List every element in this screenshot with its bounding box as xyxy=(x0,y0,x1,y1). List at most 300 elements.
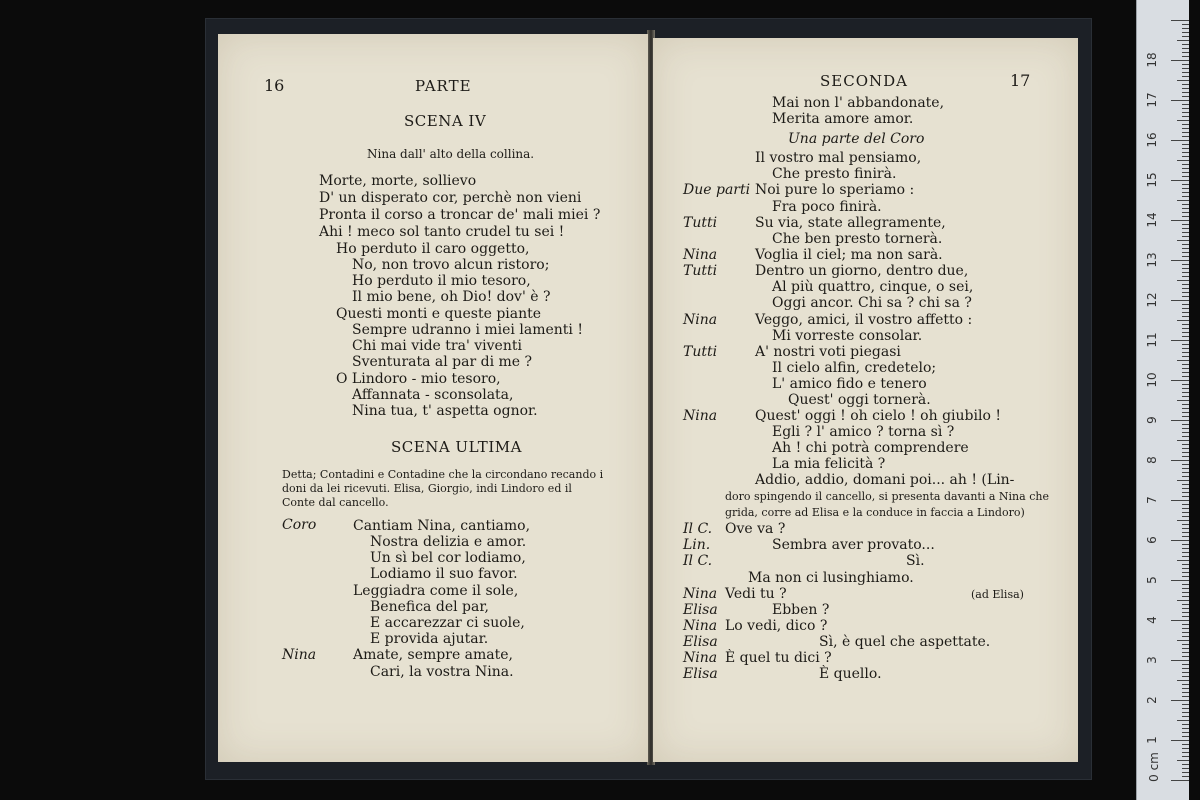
ruler-tick xyxy=(1182,548,1189,549)
ruler-tick xyxy=(1171,340,1189,341)
speaker-label: Nina xyxy=(282,647,317,663)
ruler-tick xyxy=(1171,60,1189,61)
ruler-tick xyxy=(1182,168,1189,169)
ruler-tick xyxy=(1182,252,1189,253)
dialogue-line: Il cielo alfin, credetelo; xyxy=(772,360,937,376)
speaker-label: Nina xyxy=(683,650,718,666)
dialogue-line: Benefica del par, xyxy=(370,599,489,615)
dialogue-line: L' amico fido e tenero xyxy=(772,376,927,392)
verse-line: D' un disperato cor, perchè non vieni xyxy=(319,190,582,206)
ruler-tick xyxy=(1182,268,1189,269)
ruler-tick xyxy=(1182,704,1189,705)
dialogue-line: A' nostri voti piegasi xyxy=(755,344,901,360)
ruler-tick xyxy=(1182,664,1189,665)
ruler-label: 7 xyxy=(1145,496,1159,504)
verse-line: Sventurata al par di me ? xyxy=(352,354,533,370)
ruler-label: 3 xyxy=(1145,656,1159,664)
dialogue-line: Sì, è quel che aspettate. xyxy=(819,634,991,650)
verse-line: No, non trovo alcun ristoro; xyxy=(352,257,550,273)
speaker-label: Nina xyxy=(683,312,718,328)
dialogue-line: Mai non l' abbandonate, xyxy=(772,95,945,111)
ruler-tick xyxy=(1182,232,1189,233)
dialogue-line: Amate, sempre amate, xyxy=(353,647,514,663)
ruler-tick xyxy=(1171,700,1189,701)
ruler-label: 13 xyxy=(1145,252,1159,268)
dialogue-line: Al più quattro, cinque, o sei, xyxy=(772,279,974,295)
ruler-tick xyxy=(1182,764,1189,765)
ruler-tick xyxy=(1182,244,1189,245)
ruler-tick xyxy=(1182,192,1189,193)
ruler-tick xyxy=(1177,320,1189,321)
ruler-tick xyxy=(1182,504,1189,505)
ruler-tick xyxy=(1182,676,1189,677)
ruler-label: 4 xyxy=(1145,616,1159,624)
verse-line: Nina tua, t' aspetta ognor. xyxy=(352,403,538,419)
dialogue-line: È quel tu dici ? xyxy=(725,650,832,666)
ruler-label: 1 xyxy=(1145,736,1159,744)
ruler-tick xyxy=(1182,736,1189,737)
speaker-label: Il C. xyxy=(683,553,713,569)
ruler-tick xyxy=(1182,304,1189,305)
speaker-label: Coro xyxy=(282,517,317,533)
ruler-tick xyxy=(1182,328,1189,329)
ruler-tick xyxy=(1182,92,1189,93)
verse-line: Pronta il corso a troncar de' mali miei ? xyxy=(319,207,601,223)
ruler-tick xyxy=(1182,276,1189,277)
speaker-label: Tutti xyxy=(683,263,718,279)
verse-line: Morte, morte, sollievo xyxy=(319,173,477,189)
speaker-label: Il C. xyxy=(683,521,713,537)
ruler-tick xyxy=(1182,396,1189,397)
ruler-tick xyxy=(1182,492,1189,493)
ruler-tick xyxy=(1171,420,1189,421)
dialogue-line: Cari, la vostra Nina. xyxy=(370,664,514,680)
dialogue-line: Che presto finirà. xyxy=(772,166,897,182)
dialogue-line: Veggo, amici, il vostro affetto : xyxy=(755,312,973,328)
ruler-tick xyxy=(1182,472,1189,473)
ruler-tick xyxy=(1182,288,1189,289)
ruler-tick xyxy=(1182,684,1189,685)
ruler-tick xyxy=(1182,552,1189,553)
ruler-tick xyxy=(1182,392,1189,393)
ruler-tick xyxy=(1182,424,1189,425)
ruler-tick xyxy=(1182,496,1189,497)
ruler-tick xyxy=(1182,536,1189,537)
ruler-tick xyxy=(1177,360,1189,361)
dialogue-line: Merita amore amor. xyxy=(772,111,914,127)
speaker-label: Elisa xyxy=(683,602,718,618)
ruler-tick xyxy=(1182,432,1189,433)
ruler-tick xyxy=(1182,312,1189,313)
stage-direction: Una parte del Coro xyxy=(788,131,925,147)
ruler-tick xyxy=(1182,128,1189,129)
ruler-tick xyxy=(1182,88,1189,89)
dialogue-line: Nostra delizia e amor. xyxy=(370,534,527,550)
ruler-tick xyxy=(1182,724,1189,725)
dialogue-line: Addio, addio, domani poi... ah ! (Lin- xyxy=(755,472,1015,488)
ruler-tick xyxy=(1182,308,1189,309)
ruler-tick xyxy=(1182,452,1189,453)
ruler-tick xyxy=(1171,260,1189,261)
ruler-label: 15 xyxy=(1145,172,1159,188)
ruler-tick xyxy=(1182,348,1189,349)
ruler-tick xyxy=(1182,444,1189,445)
ruler-tick xyxy=(1182,28,1189,29)
ruler-tick xyxy=(1182,632,1189,633)
stage-direction: grida, corre ad Elisa e la conduce in faccia a Lindoro) xyxy=(725,506,1025,519)
ruler-label: 14 xyxy=(1145,212,1159,228)
ruler-tick xyxy=(1182,776,1189,777)
ruler-tick xyxy=(1182,456,1189,457)
ruler-tick xyxy=(1177,240,1189,241)
ruler-tick xyxy=(1182,768,1189,769)
ruler-tick xyxy=(1182,716,1189,717)
ruler-tick xyxy=(1171,20,1189,21)
ruler-tick xyxy=(1182,388,1189,389)
ruler-tick xyxy=(1182,572,1189,573)
ruler-tick xyxy=(1182,772,1189,773)
ruler-tick xyxy=(1182,216,1189,217)
ruler-tick xyxy=(1182,112,1189,113)
ruler-label: 0 cm xyxy=(1147,752,1161,782)
verse-line: Affannata - sconsolata, xyxy=(352,387,514,403)
ruler-tick xyxy=(1182,208,1189,209)
dialogue-line: Ebben ? xyxy=(772,602,830,618)
ruler-tick xyxy=(1182,528,1189,529)
ruler-tick xyxy=(1171,460,1189,461)
ruler-tick xyxy=(1182,76,1189,77)
ruler-tick xyxy=(1182,68,1189,69)
ruler-tick xyxy=(1182,672,1189,673)
ruler-label: 6 xyxy=(1145,536,1159,544)
dialogue-line: E provida ajutar. xyxy=(370,631,489,647)
ruler-tick xyxy=(1177,760,1189,761)
speaker-label: Elisa xyxy=(683,634,718,650)
ruler-tick xyxy=(1171,540,1189,541)
ruler-tick xyxy=(1182,516,1189,517)
ruler-tick xyxy=(1171,220,1189,221)
ruler-tick xyxy=(1177,120,1189,121)
ruler-tick xyxy=(1182,284,1189,285)
ruler-tick xyxy=(1182,164,1189,165)
dialogue-line: Sì. xyxy=(906,553,925,569)
ruler-tick xyxy=(1182,476,1189,477)
dialogue-line: Cantiam Nina, cantiamo, xyxy=(353,518,531,534)
ruler-tick xyxy=(1182,608,1189,609)
measurement-ruler xyxy=(1136,0,1189,800)
ruler-tick xyxy=(1182,368,1189,369)
ruler-tick xyxy=(1182,732,1189,733)
ruler-tick xyxy=(1182,144,1189,145)
ruler-tick xyxy=(1182,72,1189,73)
ruler-tick xyxy=(1182,352,1189,353)
ruler-tick xyxy=(1182,592,1189,593)
ruler-tick xyxy=(1182,24,1189,25)
speaker-label: Nina xyxy=(683,618,718,634)
verse-line: O Lindoro - mio tesoro, xyxy=(336,371,501,387)
ruler-tick xyxy=(1182,272,1189,273)
dialogue-line: Un sì bel cor lodiamo, xyxy=(370,550,526,566)
verse-line: Sempre udranno i miei lamenti ! xyxy=(352,322,583,338)
ruler-label: 11 xyxy=(1145,332,1159,348)
ruler-tick xyxy=(1182,668,1189,669)
ruler-tick xyxy=(1171,660,1189,661)
speaker-label: Due parti xyxy=(683,182,751,198)
ruler-tick xyxy=(1182,752,1189,753)
ruler-tick xyxy=(1182,384,1189,385)
ruler-tick xyxy=(1182,176,1189,177)
ruler-label: 10 xyxy=(1145,372,1159,388)
stage-direction: (ad Elisa) xyxy=(971,588,1024,601)
ruler-tick xyxy=(1182,228,1189,229)
ruler-tick xyxy=(1182,616,1189,617)
scene-direction-line: Conte dal cancello. xyxy=(282,496,389,509)
ruler-tick xyxy=(1182,512,1189,513)
ruler-tick xyxy=(1182,332,1189,333)
ruler-tick xyxy=(1182,264,1189,265)
speaker-label: Nina xyxy=(683,586,718,602)
ruler-tick xyxy=(1182,584,1189,585)
ruler-tick xyxy=(1182,484,1189,485)
ruler-tick xyxy=(1182,708,1189,709)
ruler-tick xyxy=(1171,300,1189,301)
ruler-tick xyxy=(1182,408,1189,409)
ruler-tick xyxy=(1182,224,1189,225)
page-number-right: 17 xyxy=(1010,71,1031,90)
ruler-label: 16 xyxy=(1145,132,1159,148)
ruler-tick xyxy=(1182,464,1189,465)
scene-direction-line: doni da lei ricevuti. Elisa, Giorgio, indi Lindoro ed il xyxy=(282,482,572,495)
speaker-label: Tutti xyxy=(683,215,718,231)
ruler-tick xyxy=(1177,200,1189,201)
ruler-tick xyxy=(1182,748,1189,749)
dialogue-line: Quest' oggi ! oh cielo ! oh giubilo ! xyxy=(755,408,1001,424)
ruler-tick xyxy=(1182,756,1189,757)
ruler-tick xyxy=(1182,104,1189,105)
ruler-tick xyxy=(1182,564,1189,565)
speaker-label: Elisa xyxy=(683,666,718,682)
ruler-tick xyxy=(1182,324,1189,325)
ruler-tick xyxy=(1182,692,1189,693)
ruler-tick xyxy=(1182,48,1189,49)
speaker-label: Lin. xyxy=(683,537,711,553)
ruler-tick xyxy=(1182,248,1189,249)
ruler-tick xyxy=(1182,196,1189,197)
ruler-tick xyxy=(1182,744,1189,745)
dialogue-line: La mia felicità ? xyxy=(772,456,886,472)
scene-title-2: SCENA ULTIMA xyxy=(391,438,522,456)
dialogue-line: Sembra aver provato... xyxy=(772,537,935,553)
ruler-tick xyxy=(1182,136,1189,137)
ruler-tick xyxy=(1182,44,1189,45)
ruler-tick xyxy=(1177,600,1189,601)
ruler-tick xyxy=(1182,412,1189,413)
ruler-tick xyxy=(1182,124,1189,125)
ruler-tick xyxy=(1182,36,1189,37)
dialogue-line: Dentro un giorno, dentro due, xyxy=(755,263,969,279)
ruler-tick xyxy=(1182,376,1189,377)
dialogue-line: Ma non ci lusinghiamo. xyxy=(748,570,914,586)
ruler-tick xyxy=(1182,688,1189,689)
ruler-tick xyxy=(1182,624,1189,625)
ruler-tick xyxy=(1182,132,1189,133)
dialogue-line: Egli ? l' amico ? torna sì ? xyxy=(772,424,955,440)
ruler-tick xyxy=(1182,576,1189,577)
ruler-tick xyxy=(1182,656,1189,657)
stage-direction: doro spingendo il cancello, si presenta davanti a Nina che xyxy=(725,490,1049,503)
verse-line: Ho perduto il mio tesoro, xyxy=(352,273,531,289)
dialogue-line: Lodiamo il suo favor. xyxy=(370,566,518,582)
ruler-tick xyxy=(1177,720,1189,721)
running-head-left: PARTE xyxy=(415,77,472,95)
ruler-tick xyxy=(1182,404,1189,405)
ruler-tick xyxy=(1182,204,1189,205)
ruler-tick xyxy=(1182,612,1189,613)
ruler-tick xyxy=(1182,428,1189,429)
ruler-tick xyxy=(1182,184,1189,185)
ruler-tick xyxy=(1182,96,1189,97)
ruler-tick xyxy=(1182,56,1189,57)
dialogue-line: Noi pure lo speriamo : xyxy=(755,182,915,198)
verse-line: Questi monti e queste piante xyxy=(336,306,542,322)
verse-line: Il mio bene, oh Dio! dov' è ? xyxy=(352,289,551,305)
ruler-tick xyxy=(1182,108,1189,109)
ruler-tick xyxy=(1177,400,1189,401)
ruler-tick xyxy=(1182,652,1189,653)
dialogue-line: Voglia il ciel; ma non sarà. xyxy=(755,247,943,263)
ruler-label: 18 xyxy=(1145,52,1159,68)
running-head-right: SECONDA xyxy=(820,72,908,90)
ruler-tick xyxy=(1177,480,1189,481)
dialogue-line: È quello. xyxy=(819,666,882,682)
ruler-tick xyxy=(1182,648,1189,649)
ruler-tick xyxy=(1182,84,1189,85)
ruler-tick xyxy=(1182,468,1189,469)
ruler-tick xyxy=(1171,380,1189,381)
ruler-tick xyxy=(1182,356,1189,357)
ruler-tick xyxy=(1182,364,1189,365)
dialogue-line: E accarezzar ci suole, xyxy=(370,615,525,631)
ruler-tick xyxy=(1182,416,1189,417)
ruler-tick xyxy=(1182,636,1189,637)
ruler-tick xyxy=(1177,40,1189,41)
ruler-tick xyxy=(1182,588,1189,589)
speaker-label: Nina xyxy=(683,408,718,424)
dialogue-line: Su via, state allegramente, xyxy=(755,215,946,231)
ruler-tick xyxy=(1182,568,1189,569)
ruler-tick xyxy=(1182,596,1189,597)
ruler-tick xyxy=(1182,436,1189,437)
ruler-tick xyxy=(1177,440,1189,441)
ruler-tick xyxy=(1177,160,1189,161)
ruler-tick xyxy=(1177,280,1189,281)
ruler-label: 17 xyxy=(1145,92,1159,108)
ruler-label: 8 xyxy=(1145,456,1159,464)
ruler-tick xyxy=(1171,580,1189,581)
ruler-tick xyxy=(1182,344,1189,345)
dialogue-line: Lo vedi, dico ? xyxy=(725,618,828,634)
ruler-label: 12 xyxy=(1145,292,1159,308)
dialogue-line: Mi vorreste consolar. xyxy=(772,328,923,344)
ruler-tick xyxy=(1182,544,1189,545)
ruler-tick xyxy=(1182,556,1189,557)
ruler-tick xyxy=(1171,620,1189,621)
ruler-tick xyxy=(1182,604,1189,605)
ruler-tick xyxy=(1177,680,1189,681)
ruler-tick xyxy=(1182,524,1189,525)
ruler-tick xyxy=(1182,448,1189,449)
ruler-tick xyxy=(1171,780,1189,781)
right-page xyxy=(653,38,1078,762)
ruler-tick xyxy=(1182,152,1189,153)
ruler-tick xyxy=(1177,640,1189,641)
stage-direction: Nina dall' alto della collina. xyxy=(367,147,535,161)
ruler-label: 2 xyxy=(1145,696,1159,704)
verse-line: Ahi ! meco sol tanto crudel tu sei ! xyxy=(319,224,565,240)
ruler-tick xyxy=(1182,256,1189,257)
dialogue-line: Oggi ancor. Chi sa ? chi sa ? xyxy=(772,295,972,311)
verse-line: Ho perduto il caro oggetto, xyxy=(336,241,530,257)
ruler-tick xyxy=(1182,508,1189,509)
ruler-tick xyxy=(1182,188,1189,189)
ruler-tick xyxy=(1182,644,1189,645)
ruler-tick xyxy=(1182,64,1189,65)
dialogue-line: Quest' oggi tornerà. xyxy=(788,392,931,408)
scene-direction-line: Detta; Contadini e Contadine che la circondano recando i xyxy=(282,468,604,481)
dialogue-line: Ah ! chi potrà comprendere xyxy=(772,440,969,456)
ruler-tick xyxy=(1182,296,1189,297)
speaker-label: Nina xyxy=(683,247,718,263)
ruler-tick xyxy=(1182,172,1189,173)
ruler-tick xyxy=(1171,180,1189,181)
dialogue-line: Che ben presto tornerà. xyxy=(772,231,943,247)
left-page xyxy=(218,34,648,762)
ruler-tick xyxy=(1182,696,1189,697)
dialogue-line: Vedi tu ? xyxy=(725,586,787,602)
ruler-tick xyxy=(1182,156,1189,157)
ruler-tick xyxy=(1171,100,1189,101)
ruler-tick xyxy=(1182,292,1189,293)
page-number-left: 16 xyxy=(264,76,285,95)
ruler-tick xyxy=(1182,116,1189,117)
ruler-tick xyxy=(1182,532,1189,533)
ruler-tick xyxy=(1182,52,1189,53)
ruler-tick xyxy=(1177,560,1189,561)
ruler-tick xyxy=(1182,372,1189,373)
ruler-tick xyxy=(1182,148,1189,149)
ruler-tick xyxy=(1171,500,1189,501)
verse-line: Chi mai vide tra' viventi xyxy=(352,338,522,354)
scene-title: SCENA IV xyxy=(404,112,487,130)
ruler-tick xyxy=(1182,728,1189,729)
ruler-tick xyxy=(1182,32,1189,33)
dialogue-line: Leggiadra come il sole, xyxy=(353,583,519,599)
ruler-label: 9 xyxy=(1145,416,1159,424)
ruler-tick xyxy=(1171,140,1189,141)
ruler-tick xyxy=(1182,212,1189,213)
dialogue-line: Ove va ? xyxy=(725,521,786,537)
ruler-label: 5 xyxy=(1145,576,1159,584)
ruler-tick xyxy=(1177,80,1189,81)
ruler-tick xyxy=(1182,316,1189,317)
ruler-tick xyxy=(1171,740,1189,741)
ruler-tick xyxy=(1182,628,1189,629)
ruler-tick xyxy=(1182,712,1189,713)
ruler-tick xyxy=(1182,336,1189,337)
ruler-tick xyxy=(1182,236,1189,237)
ruler-tick xyxy=(1177,520,1189,521)
ruler-tick xyxy=(1182,488,1189,489)
